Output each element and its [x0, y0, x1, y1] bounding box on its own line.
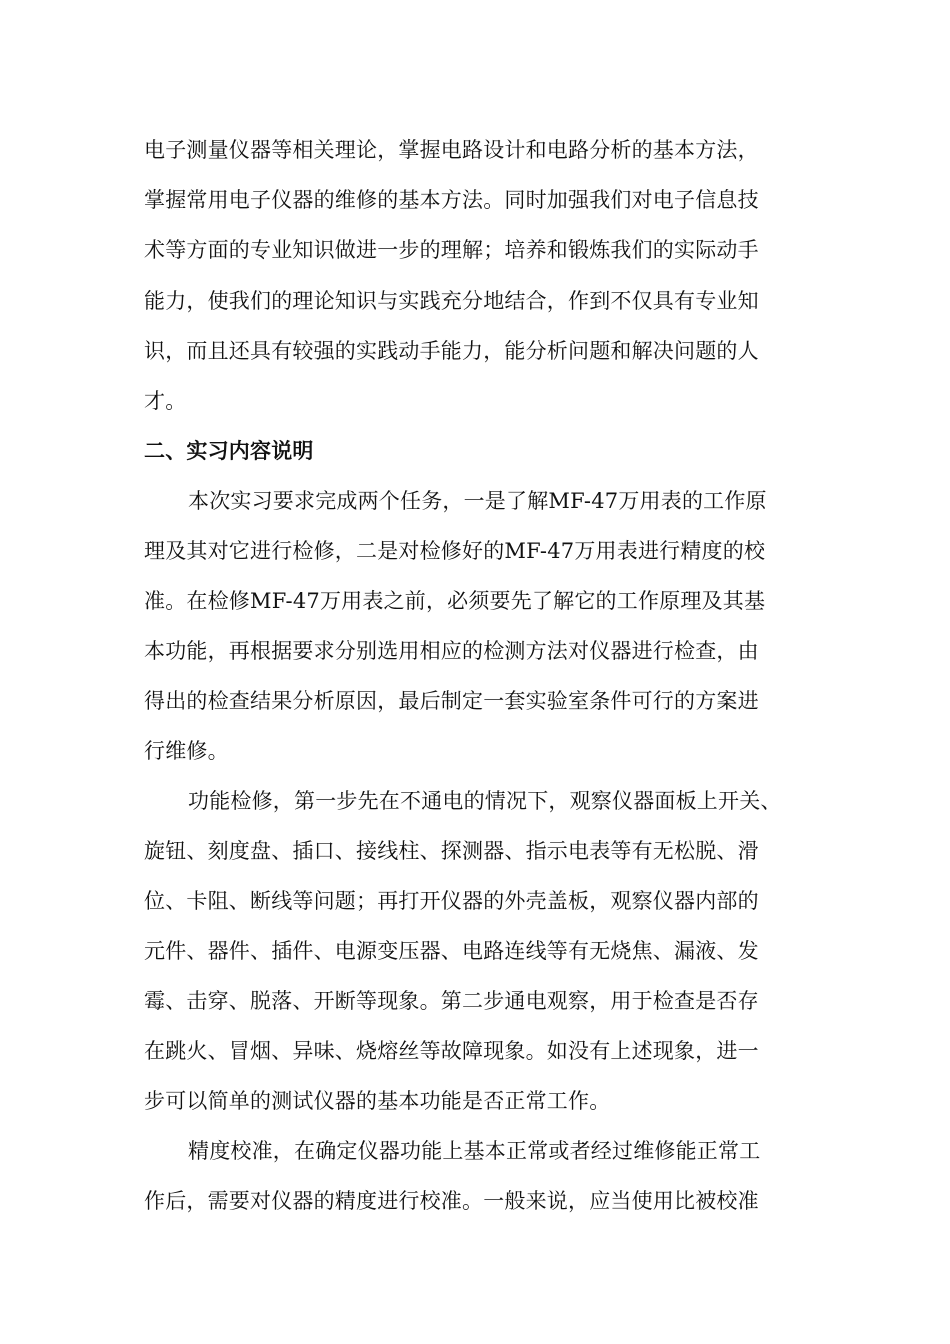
tasks-line-4: 本功能，再根据要求分别选用相应的检测方法对仪器进行检查，由 [144, 639, 759, 663]
repair-line-2: 旋钮、刻度盘、插口、接线柱、探测器、指示电表等有无松脱、滑 [144, 839, 759, 863]
intro-line-5: 识，而且还具有较强的实践动手能力，能分析问题和解决问题的人 [144, 339, 759, 363]
calibration-line-1: 精度校准，在确定仪器功能上基本正常或者经过维修能正常工 [188, 1139, 761, 1163]
intro-line-2: 掌握常用电子仪器的维修的基本方法。同时加强我们对电子信息技 [144, 188, 759, 212]
repair-line-5: 霉、击穿、脱落、开断等现象。第二步通电观察，用于检查是否存 [144, 989, 759, 1013]
repair-line-6: 在跳火、冒烟、异味、烧熔丝等故障现象。如没有上述现象，进一 [144, 1039, 759, 1063]
repair-line-4: 元件、器件、插件、电源变压器、电路连线等有无烧焦、漏液、发 [144, 939, 759, 963]
tasks-line-3: 准。在检修MF-47万用表之前，必须要先了解它的工作原理及其基 [144, 589, 766, 613]
repair-line-7: 步可以简单的测试仪器的基本功能是否正常工作。 [144, 1089, 611, 1113]
tasks-line-1: 本次实习要求完成两个任务，一是了解MF-47万用表的工作原 [188, 489, 767, 513]
intro-line-3: 术等方面的专业知识做进一步的理解；培养和锻炼我们的实际动手 [144, 238, 759, 262]
repair-line-3: 位、卡阻、断线等问题；再打开仪器的外壳盖板，观察仪器内部的 [144, 889, 759, 913]
section-heading: 二、实习内容说明 [144, 439, 314, 463]
tasks-line-6: 行维修。 [144, 739, 229, 763]
intro-line-6: 才。 [144, 389, 187, 413]
tasks-line-5: 得出的检查结果分析原因，最后制定一套实验室条件可行的方案进 [144, 689, 759, 713]
intro-line-1: 电子测量仪器等相关理论，掌握电路设计和电路分析的基本方法， [144, 138, 759, 162]
intro-line-4: 能力，使我们的理论知识与实践充分地结合，作到不仅具有专业知 [144, 289, 759, 313]
calibration-line-2: 作后，需要对仪器的精度进行校准。一般来说，应当使用比被校准 [144, 1189, 759, 1213]
repair-line-1: 功能检修，第一步先在不通电的情况下，观察仪器面板上开关、 [188, 789, 782, 813]
tasks-line-2: 理及其对它进行检修，二是对检修好的MF-47万用表进行精度的校 [144, 539, 766, 563]
